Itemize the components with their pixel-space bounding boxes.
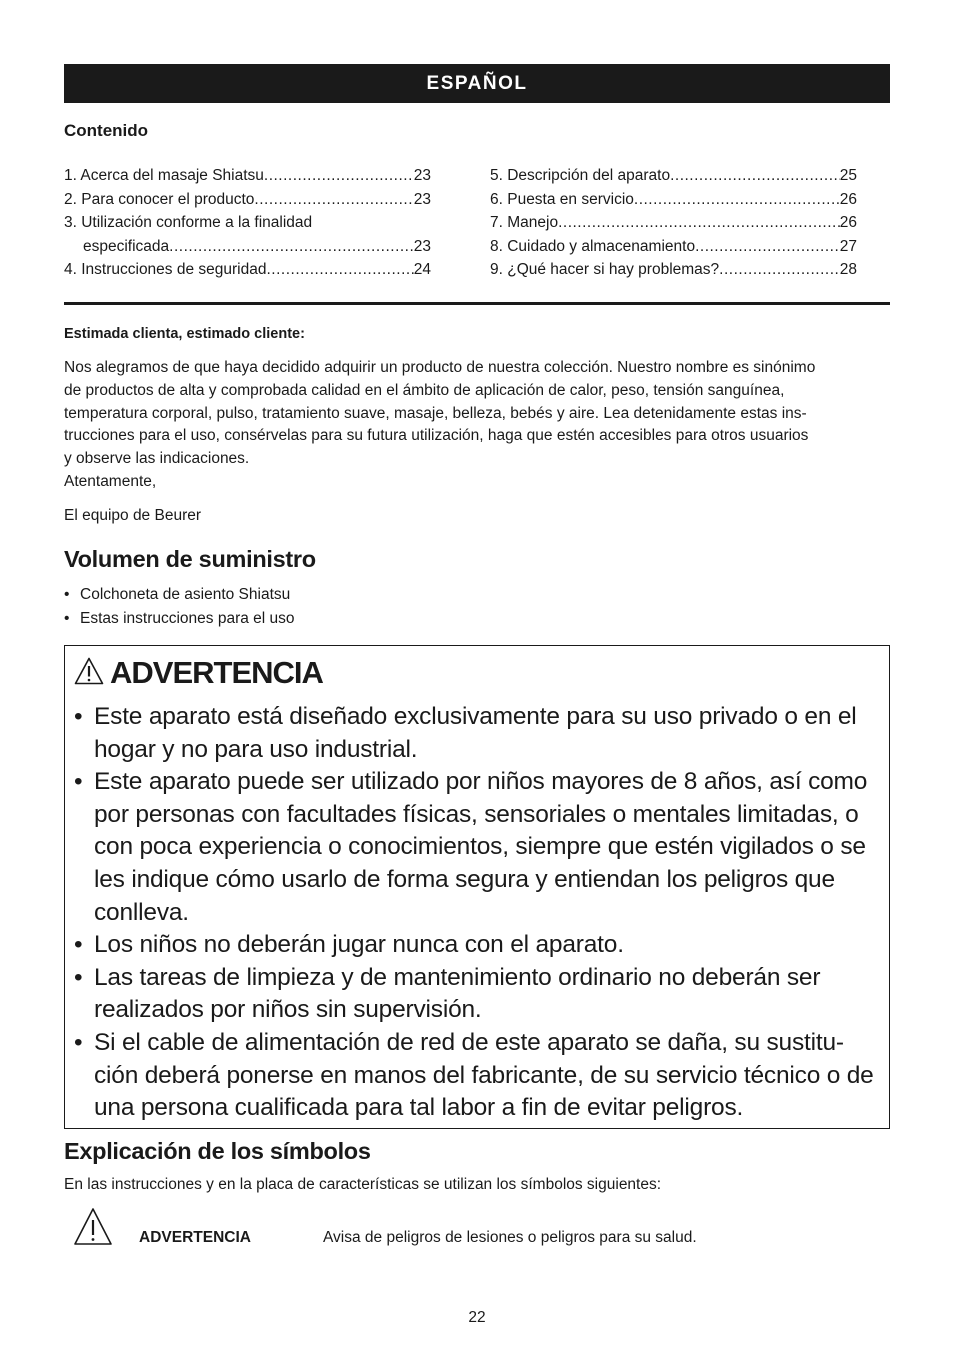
toc-entry-page: 23 <box>413 237 431 255</box>
toc-entry-label: 5. Descripción del aparato <box>490 167 671 184</box>
supply-list <box>64 583 295 630</box>
toc-left-column <box>64 164 431 282</box>
toc-entry-page: 26 <box>839 214 857 231</box>
toc-entry[interactable] <box>64 258 431 282</box>
toc-entry-page: 27 <box>839 237 857 255</box>
toc-entry[interactable] <box>490 211 857 235</box>
toc-entry[interactable] <box>64 211 431 235</box>
warning-item: • Si el cable de alimentación de red de este aparato se daña, su sustitu-ción deberá ponerse en manos del fabricante, de su servicio técnico o de una persona cualificada para tal labor a fin de evitar peligros. <box>74 1027 882 1125</box>
toc-entry-continuation[interactable] <box>64 235 431 259</box>
toc-leader <box>670 164 840 188</box>
symbol-description: Avisa de peligros de lesiones o peligros para su salud. <box>323 1229 697 1246</box>
symbols-heading: Explicación de los símbolos <box>64 1138 371 1164</box>
letter-signature: El equipo de Beurer <box>64 507 202 524</box>
letter-line: temperatura corporal, pulso, tratamiento suave, masaje, belleza, bebés y aire. Lea detenidamente estas ins- <box>64 404 807 422</box>
toc-leader <box>266 258 413 282</box>
toc-leader <box>264 164 414 188</box>
toc-entry-label: 6. Puesta en servicio <box>490 190 634 208</box>
toc-entry-page: 23 <box>413 190 431 208</box>
toc-leader <box>695 235 840 259</box>
letter-line: Atentamente, <box>64 472 157 490</box>
toc-entry-page: 26 <box>839 190 857 208</box>
toc-entry-page: 23 <box>413 167 431 184</box>
toc-entry-label: 2. Para conocer el producto <box>64 190 255 208</box>
toc-entry[interactable] <box>64 188 431 212</box>
warning-title <box>74 655 323 691</box>
toc-entry-label: 1. Acerca del masaje Shiatsu <box>64 167 264 184</box>
toc-leader <box>169 235 414 259</box>
toc-leader <box>254 188 413 212</box>
toc-leader <box>634 188 840 212</box>
symbol-name: ADVERTENCIA <box>139 1229 251 1246</box>
toc-entry-page: 24 <box>413 261 431 278</box>
language-header: ESPAÑOL <box>64 64 890 103</box>
warning-list <box>74 701 882 1125</box>
toc-entry-label: 3. Utilización conforme a la finalidad <box>64 214 313 231</box>
letter-line: Nos alegramos de que haya decidido adquirir un producto de nuestra colección. Nuestro nombre es sinónimo <box>64 359 816 376</box>
warning-triangle-icon <box>73 1207 113 1252</box>
toc-entry-label: 7. Manejo <box>490 214 559 231</box>
section-divider <box>64 302 890 305</box>
supply-heading: Volumen de suministro <box>64 546 316 572</box>
toc-entry[interactable] <box>490 188 857 212</box>
letter-body <box>64 357 894 494</box>
toc-leader <box>558 211 840 235</box>
letter-line: trucciones para el uso, consérvelas para su futura utilización, haga que estén accesibles para otros usuarios <box>64 427 809 445</box>
toc-right-column <box>490 164 857 282</box>
warning-title-text: ADVERTENCIA <box>110 655 323 690</box>
toc-entry-label: especificada <box>83 237 170 255</box>
toc-entry-page: 28 <box>839 261 857 278</box>
toc-entry-label: 4. Instrucciones de seguridad <box>64 261 267 278</box>
toc-entry-label: 9. ¿Qué hacer si hay problemas? <box>490 261 720 278</box>
warning-item: • Este aparato está diseñado exclusivamente para su uso privado o en el hogar y no para uso industrial. <box>74 701 882 766</box>
symbols-intro: En las instrucciones y en la placa de características se utilizan los símbolos siguientes: <box>64 1176 662 1193</box>
warning-item: • Este aparato puede ser utilizado por niños mayores de 8 años, así como por personas con facultades físicas, sensoriales o mentales limitadas, o con poca experiencia o conocimientos, siempre que estén vigilados o se les indique cómo usarlo de forma segura y entiendan los peligros que conlleva. <box>74 766 882 929</box>
toc-entry-label: 8. Cuidado y almacenamiento <box>490 237 696 255</box>
letter-greeting: Estimada clienta, estimado cliente: <box>64 326 305 342</box>
toc-leader <box>719 258 840 282</box>
list-item: • Estas instrucciones para el uso <box>64 607 295 631</box>
list-item: • Colchoneta de asiento Shiatsu <box>64 583 295 607</box>
contents-title: Contenido <box>64 121 149 140</box>
warning-triangle-icon <box>74 657 104 690</box>
warning-item: • Los niños no deberán jugar nunca con el aparato. <box>74 929 882 962</box>
warning-item: • Las tareas de limpieza y de mantenimiento ordinario no deberán ser realizados por niños sin supervisión. <box>74 962 882 1027</box>
toc-entry[interactable] <box>490 235 857 259</box>
page-number: 22 <box>468 1309 486 1326</box>
letter-line: de productos de alta y comprobada calidad en el ámbito de aplicación de calor, peso, tensión sanguínea, <box>64 381 785 399</box>
toc-entry[interactable] <box>490 164 857 188</box>
toc-entry[interactable] <box>490 258 857 282</box>
toc-entry-page: 25 <box>839 167 857 184</box>
toc-entry[interactable] <box>64 164 431 188</box>
letter-line: y observe las indicaciones. <box>64 450 250 468</box>
